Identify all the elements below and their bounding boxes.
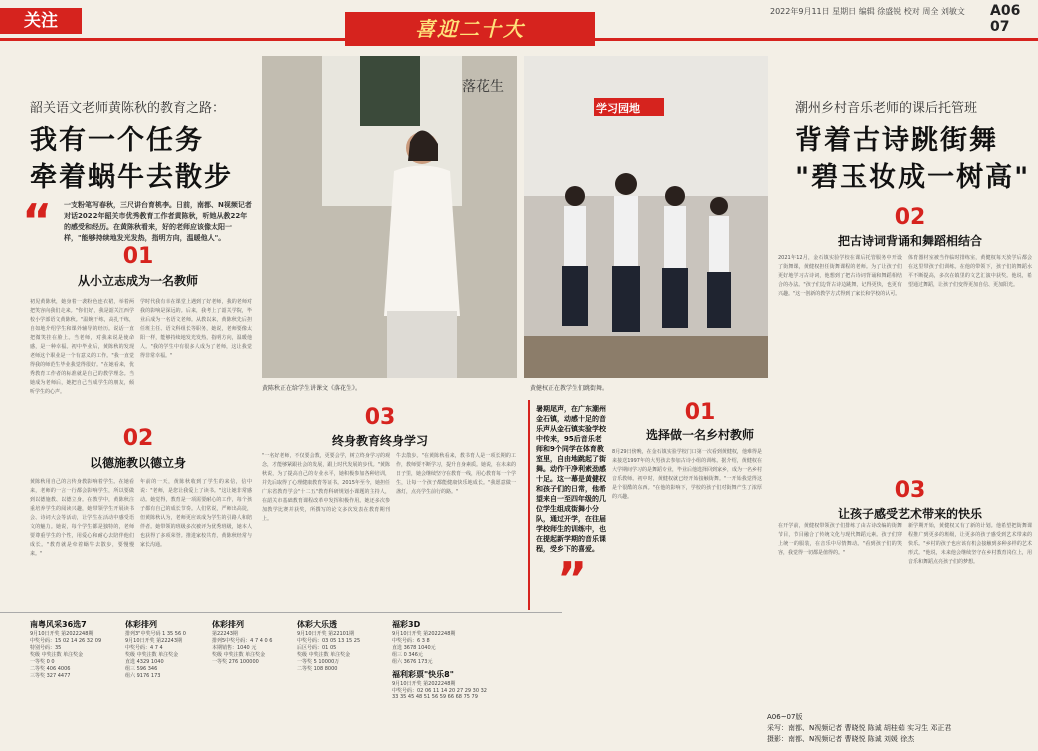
- dance-photo: [524, 56, 768, 378]
- right-body-5: 新学期开始，黄健权又有了新的计划。他希望把街舞课程推广到更多的班级，让更多的孩子感受到艺术带来的快乐。"乡村的孩子也应该有机会接触到多种多样的艺术形式。"他说，未来他会继续坚守在乡村教育岗位上，用音乐和舞蹈点亮孩子们的梦想。: [908, 523, 1032, 565]
- lottery-line: 一等奖 0 0: [30, 659, 55, 665]
- middle-section-number: 03: [364, 405, 396, 430]
- lottery-line: 排列3"中奖号码 1 35 56 0: [125, 631, 186, 637]
- right-section-3-number: 03: [894, 478, 926, 503]
- lottery-title: 南粤风采36选7: [30, 620, 87, 629]
- lottery-line: 直选 4329 1040: [125, 659, 164, 665]
- lottery-block: [392, 619, 552, 700]
- right-section-2-number: 02: [894, 205, 926, 230]
- lottery-line: 第22243期: [212, 631, 238, 637]
- lottery-line: 组三 596 346: [125, 666, 158, 672]
- lottery-line: 9月10日开奖 第2022248期: [392, 631, 456, 637]
- lottery-title: 福利彩票"快乐8": [392, 670, 454, 679]
- left-body-3: 黄陈秋用自己的言传身教影响着学生。在她看来，老师的一言一行都会影响学生，所以要做到以德施教、以德立身。在教学中，黄陈秋注重培养学生的阅读兴趣，她带领学生开展读书会、诗词大会等活动，让学生在活动中感受语文的魅力。她说，每个学生都是独特的，老师要尊重学生的个性，用爱心和耐心去陪伴他们成长。"教育就是牵着蜗牛去散步，要慢慢来。": [30, 479, 134, 557]
- blackboard-text: 落花生: [462, 79, 504, 95]
- right-photo-caption: 黄健权正在教学生们跳街舞。: [530, 385, 609, 392]
- lottery-line: 二等奖 108 8000: [297, 666, 338, 672]
- right-section-1-title: 选择做一名乡村教师: [645, 428, 754, 442]
- left-photo-caption: 黄陈秋正在给学生讲课文《落花生》。: [262, 385, 362, 392]
- lottery-title: 福彩3D: [392, 620, 421, 629]
- sidebar-rule: [528, 400, 530, 610]
- lottery-line: 奖级 中奖注数 单注奖金: [297, 652, 351, 658]
- lottery-line: 9月10日开奖 第2022248期: [30, 631, 94, 637]
- lottery-block: [212, 619, 294, 665]
- section-tag: 关注: [0, 8, 82, 34]
- lottery-line: 中奖号码：15 02 14 26 32 09: [30, 638, 102, 644]
- lottery-line: 中奖号码：6 3 8: [392, 638, 430, 644]
- left-headline-line1: 我有一个任务: [30, 125, 204, 156]
- dance-illustration: [524, 56, 768, 378]
- right-kicker: 潮州乡村音乐老师的课后托管班: [795, 101, 978, 116]
- lottery-title: 体彩排列: [212, 620, 244, 629]
- right-section-1-number: 01: [684, 400, 716, 425]
- teacher-illustration: [262, 56, 517, 378]
- lottery-line: 奖级 中奖注数 单注奖金: [30, 652, 84, 658]
- lottery-line: 中奖号码：02 06 11 14 20 27 29 30 32: [392, 688, 487, 694]
- editor-credits: [767, 712, 1037, 745]
- quote-mark-icon: “: [22, 194, 53, 248]
- lottery-line: 二等奖 406 4006: [30, 666, 71, 672]
- lottery-line: 9月10日开奖 第22101期: [297, 631, 355, 637]
- right-body-1: 8月29日傍晚，在金石镇实验学校门口第一次看到黄健权，他难得是来接送1997年的大男孩去参加古诗小组的训练。据介绍，黄健权在大学期间学习的是舞蹈专业，毕业后他选择回到家乡，成为一名乡村音乐教师。初中时，黄健权就已经开始接触街舞。"一开始我觉得这是个很酷的东西。"在他的影响下，学校的孩子们对街舞产生了浓厚的兴趣。: [612, 449, 763, 500]
- left-section-2-number: 02: [122, 426, 154, 451]
- lottery-line: 中奖号码：03 05 13 15 25: [297, 638, 361, 644]
- credits-writers: 采写：南都、N视频记者 曹晓悦 陈诚 胡桂茹 实习生 邓正君: [767, 724, 952, 732]
- lottery-title: 体彩排列: [125, 620, 157, 629]
- left-body-1: 初见黄陈秋，她身着一袭粉色连衣裙，举着两把笑容向我们走来。"你们好，我是韶关江西学校小学部语文黄陈秋。"温婉干练，高扎干练，自如地介绍学生和课外辅导的经历。说话一直把微笑挂在脸上。当老师，对我来说是使命感，是一种幸福。初中毕业后，黄陈秋的发现老师这个职业是一个有意义的工作。"我一直觉得我的师范生毕业我觉得很好。"在她看来，优秀教育工作者的标准就是自己的教学理念。当她成为老师后，她把自己当成学生的朋友，倾听学生的心声。: [30, 299, 134, 395]
- left-body-2: 学时代我有幸在课堂上遇到了好老师，我的老师对我的影响是深远的。后来，我考上了韶关学院，毕业后成为一名语文老师。从教以来，黄陈秋先后担任班主任、语文科组长等职务，她说，老师要像太阳一样，能够持续地发光发热，指明方向，温暖他人。"我的学生中有很多人成为了老师，这让我觉得非常幸福。": [140, 299, 252, 359]
- lottery-line: 后区号码：01 05: [297, 645, 337, 651]
- right-section-2-title: 把古诗词背诵和舞蹈相结合: [837, 234, 982, 248]
- classroom-banner: 学习园地: [596, 102, 640, 115]
- lottery-block: [297, 619, 387, 672]
- lottery-line: 直选 3678 1040元: [392, 645, 436, 651]
- left-headline-line2: 牵着蜗牛去散步: [30, 162, 233, 193]
- lottery-line: 排列5中奖号码：4 7 4 0 6: [212, 638, 273, 644]
- lottery-line: 一等奖 276 100000: [212, 659, 259, 665]
- lottery-line: 特别号码：35: [30, 645, 62, 651]
- right-headline-line2: "碧玉妆成一树高": [795, 162, 1031, 193]
- lottery-line: 奖级 中奖注数 单注奖金: [212, 652, 266, 658]
- right-body-4: 体育器材室被当作临时排练室，黄健权每天放学后都会在这里带孩子们训练。在他的带领下，孩子们的舞蹈水平不断提高，多次在镇里的文艺汇演中获奖。他说，希望通过舞蹈，让孩子们变得更加自信、更加阳光。: [908, 255, 1032, 288]
- middle-section-title: 终身教育终身学习: [331, 434, 428, 448]
- page-number: A06 07: [990, 3, 1021, 35]
- lottery-line: 组六 9176 173: [125, 673, 161, 679]
- lottery-line: 33 35 45 48 51 56 59 66 68 75 79: [392, 694, 478, 700]
- festival-banner: 喜迎二十大: [345, 12, 595, 46]
- lottery-title: 体彩大乐透: [297, 620, 337, 629]
- lottery-line: 奖级 中奖注数 单注奖金: [125, 652, 179, 658]
- left-body-4: 年前的一天，黄陈秋收到了学生的来信，信中说："老师，是您让我爱上了读书。"这让她非常感动。她觉得，教育是一项需要耐心的工作，每个孩子都有自己的成长节奏。人们常说，严师出高徒，但黄陈秋认为，老师更应该成为学生的引路人和陪伴者。她带领的班级多次被评为优秀班级，她本人也获得了多项荣誉。推进家校共育，黄陈秋经常与家长沟通。: [140, 479, 252, 548]
- middle-body-2: 牛去散步。"在黄陈秋看来，教书育人是一项长期的工作，教师要不断学习，提升自身素质。她说，在未来的日子里，她会继续坚守在教育一线，用心教育每一个学生，让每一个孩子都能健康快乐地成长。"我愿意做一盏灯，点亮学生前行的路。": [396, 453, 517, 495]
- lottery-line: 三等奖 327 4477: [30, 673, 71, 679]
- lottery-line: 9月10日开奖 第22243期: [125, 638, 183, 644]
- left-lead: 一支粉笔写春秋，三尺讲台育桃李。日前，南都、N视频记者对话2022年韶关市优秀教育工作者黄陈秋，听她从教22年的感受和经历。在黄陈秋看来，好的老师应该像太阳一样，"能够持续地发光发热，指明方向，温暖他人"。: [64, 201, 252, 242]
- credits-page-range: A06~07版: [767, 713, 803, 721]
- issue-line: 2022年9月11日 星期日 编辑 徐盛锐 校对 周全 刘敏文: [770, 7, 965, 16]
- left-section-1-title: 从小立志成为一名教师: [77, 274, 198, 288]
- lottery-line: 一等奖 5 10000万: [297, 659, 340, 665]
- left-section-1-number: 01: [122, 244, 154, 269]
- lottery-block: [125, 619, 217, 679]
- right-body-3: 在开学前，黄健权带领孩子们排练了由古诗改编的街舞节目，节目融合了传统文化与现代舞蹈元素。孩子们穿上统一的服装，在音乐中尽情舞动。"看到孩子们的笑容，我觉得一切都是值得的。": [778, 523, 902, 556]
- middle-body-1: "一名好老师，不仅要会教，更要会学，树立终身学习的观念，才能够紧跟社会的发展，跟上时代发展的步伐。"黄陈秋说，为了提高自己的专业水平，她积极参加各种培训，并先后取得了心理健康教育等证书。2015年至今，她担任广东省教育学会"十二五"教育科研规划小课题的主持人，在韶关市基础教育课程改革中发挥积极作用。她还多次参加教学比赛并获奖，所撰写的论文多次发表在教育期刊上。: [262, 453, 390, 522]
- lottery-line: 组三 0 346元: [392, 652, 423, 658]
- sidebar-text: 暑期尾声，在广东潮州金石镇，动感十足的音乐声从金石镇实验学校中传来，95后音乐老师和9个同学在体育教室里，自由地跳起了街舞。动作干净利索劲感十足。这一幕是黄健权和孩子们的日常，他希望来自一至四年级的几位学生组成街舞小分队，通过开学，在往届学校师生的训练中，也在提起新学期的音乐课程，受乡下的喜爱。: [536, 405, 606, 553]
- teacher-photo: [262, 56, 517, 378]
- credits-photographers: 摄影：南都、N视频记者 曹晓悦 陈诚 刘媛 徐杰: [767, 735, 915, 743]
- right-section-3-title: 让孩子感受艺术带来的快乐: [837, 507, 982, 521]
- lottery-line: 中奖号码：4 7 4: [125, 645, 163, 651]
- lottery-results: [0, 612, 562, 751]
- lottery-line: 9月10日开奖 第2022248期: [392, 681, 456, 687]
- close-quote-icon: ”: [557, 552, 588, 606]
- lottery-block: [30, 619, 122, 679]
- left-section-2-title: 以德施教以德立身: [89, 456, 186, 470]
- lottery-line: 本期销售：1040 元: [212, 645, 257, 651]
- lottery-line: 组六 3676 173元: [392, 659, 433, 665]
- right-headline-line1: 背着古诗跳街舞: [795, 125, 998, 156]
- right-body-2: 2021年12月，金石镇实验学校在课后托管服务中开设了街舞课，黄健权担任街舞课程的老师。为了让孩子们更好地学习古诗词，他想到了把古诗词背诵和舞蹈相结合的办法。"孩子们边背古诗边跳舞，记得更快，也更有兴趣。"这一创新的教学方式得到了家长和学校的认可。: [778, 255, 902, 297]
- left-kicker: 韶关语文老师黄陈秋的教育之路：: [30, 101, 226, 116]
